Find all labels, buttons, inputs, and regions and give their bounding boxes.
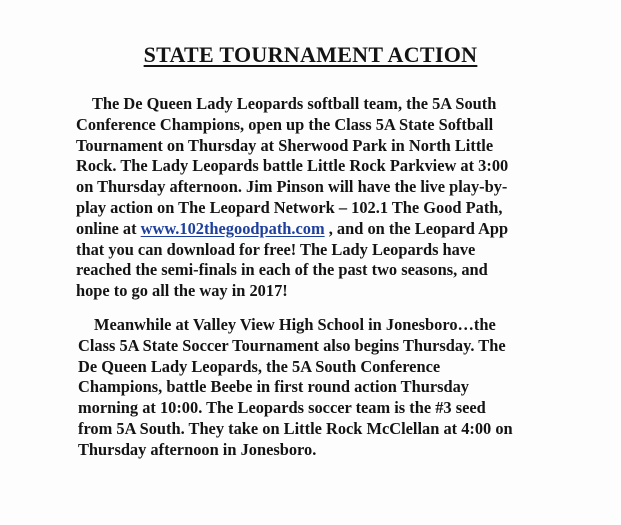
page-title: STATE TOURNAMENT ACTION — [143, 42, 478, 67]
radio-website-link[interactable]: www.102thegoodpath.com — [140, 218, 325, 238]
paragraph-line: Thursday afternoon in Jonesboro. — [78, 439, 317, 459]
paragraph-line: Rock. The Lady Leopards battle Little Rock Parkview at 3:00 — [76, 156, 509, 176]
paragraph-line: Class 5A State Soccer Tournament also begins Thursday. The — [78, 335, 506, 355]
paragraph-line: The De Queen Lady Leopards softball team, the 5A South — [92, 94, 497, 113]
paragraph-line-with-link — [76, 219, 616, 240]
paragraph-line: morning at 10:00. The Leopards soccer team is the #3 seed — [78, 398, 486, 418]
paragraph-line: hope to go all the way in 2017! — [76, 281, 288, 301]
paragraph-line: from 5A South. They take on Little Rock McClellan at 4:00 on — [78, 418, 513, 438]
paragraph-line: Champions, battle Beebe in first round action Thursday — [78, 377, 470, 397]
paragraph-line: on Thursday afternoon. Jim Pinson will have the live play-by- — [76, 177, 508, 197]
paragraph-line: Meanwhile at Valley View High School in Jonesboro…the — [94, 315, 496, 334]
paragraph-line: De Queen Lady Leopards, the 5A South Conference — [78, 356, 441, 376]
paragraph-line: that you can download for free! The Lady Leopards have — [76, 239, 476, 259]
softball-paragraph — [76, 94, 616, 302]
paragraph-line: reached the semi-finals in each of the past two seasons, and — [76, 260, 488, 280]
paragraph-line: Conference Champions, open up the Class 5A State Softball — [76, 114, 494, 134]
paragraph-line: Tournament on Thursday at Sherwood Park in North Little — [76, 135, 494, 155]
link-prefix-text: online at — [76, 218, 141, 238]
link-suffix-text: , and on the Leopard App — [324, 218, 509, 238]
paragraph-line: play action on The Leopard Network – 102.1 The Good Path, — [76, 197, 503, 217]
soccer-paragraph — [78, 315, 618, 461]
